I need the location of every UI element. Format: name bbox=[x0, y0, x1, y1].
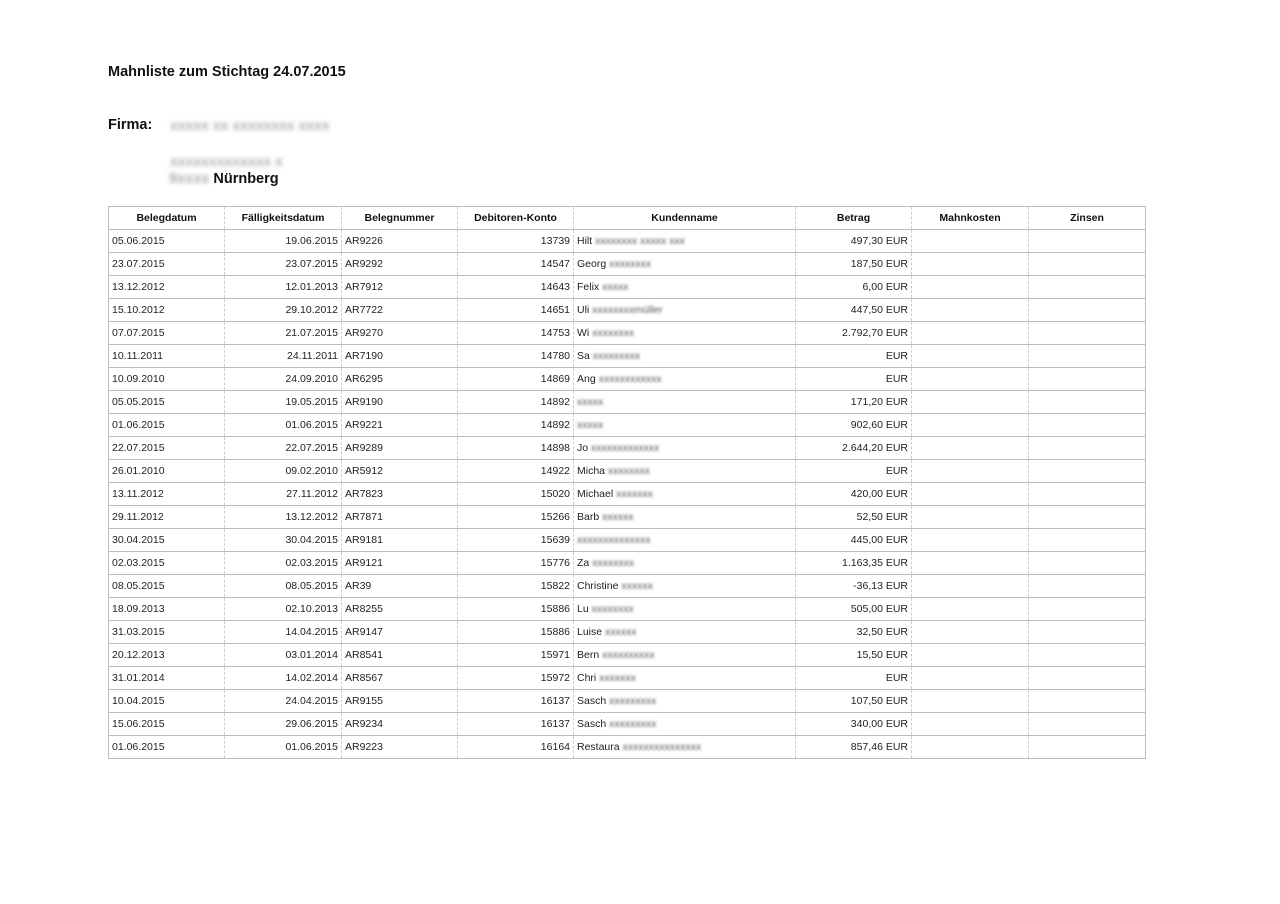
belegnummer-cell: AR8255 bbox=[342, 598, 458, 621]
kundenname-redacted: xxxxxxxxxxxxxxx bbox=[619, 741, 702, 753]
kundenname-cell bbox=[574, 598, 796, 621]
belegnummer-cell: AR7912 bbox=[342, 276, 458, 299]
debitoren-konto-cell: 14651 bbox=[458, 299, 574, 322]
zinsen-cell bbox=[1029, 391, 1146, 414]
col-betrag-header: Betrag bbox=[796, 207, 912, 230]
zinsen-cell bbox=[1029, 483, 1146, 506]
faelligkeitsdatum-cell: 21.07.2015 bbox=[225, 322, 342, 345]
betrag-cell: 171,20 EUR bbox=[796, 391, 912, 414]
zinsen-cell bbox=[1029, 368, 1146, 391]
kundenname-visible: Ang bbox=[577, 373, 596, 385]
kundenname-cell bbox=[574, 552, 796, 575]
table-row bbox=[109, 437, 1146, 460]
zinsen-cell bbox=[1029, 299, 1146, 322]
belegdatum-cell: 10.09.2010 bbox=[109, 368, 225, 391]
belegdatum-cell: 22.07.2015 bbox=[109, 437, 225, 460]
kundenname-cell bbox=[574, 368, 796, 391]
faelligkeitsdatum-cell: 08.05.2015 bbox=[225, 575, 342, 598]
belegnummer-cell: AR9147 bbox=[342, 621, 458, 644]
kundenname-visible: Felix bbox=[577, 281, 600, 293]
belegdatum-cell: 07.07.2015 bbox=[109, 322, 225, 345]
mahnkosten-cell bbox=[912, 575, 1029, 598]
belegdatum-cell: 15.10.2012 bbox=[109, 299, 225, 322]
belegnummer-cell: AR9289 bbox=[342, 437, 458, 460]
kundenname-redacted: xxxxxxxxmüller bbox=[589, 304, 663, 316]
betrag-cell: 445,00 EUR bbox=[796, 529, 912, 552]
kundenname-visible: Luise bbox=[577, 626, 603, 638]
kundenname-visible: Sasch bbox=[577, 718, 607, 730]
zinsen-cell bbox=[1029, 529, 1146, 552]
mahnkosten-cell bbox=[912, 391, 1029, 414]
debitoren-konto-cell: 15266 bbox=[458, 506, 574, 529]
table-row bbox=[109, 322, 1146, 345]
belegnummer-cell: AR9221 bbox=[342, 414, 458, 437]
belegdatum-cell: 13.11.2012 bbox=[109, 483, 225, 506]
faelligkeitsdatum-cell: 02.03.2015 bbox=[225, 552, 342, 575]
betrag-cell: 902,60 EUR bbox=[796, 414, 912, 437]
faelligkeitsdatum-cell: 03.01.2014 bbox=[225, 644, 342, 667]
debitoren-konto-cell: 13739 bbox=[458, 230, 574, 253]
kundenname-redacted: xxxxxxxxx bbox=[606, 718, 657, 730]
betrag-cell: 447,50 EUR bbox=[796, 299, 912, 322]
kundenname-cell bbox=[574, 322, 796, 345]
belegnummer-cell: AR9234 bbox=[342, 713, 458, 736]
kundenname-cell bbox=[574, 575, 796, 598]
debitoren-konto-cell: 14547 bbox=[458, 253, 574, 276]
betrag-cell: 2.644,20 EUR bbox=[796, 437, 912, 460]
faelligkeitsdatum-cell: 13.12.2012 bbox=[225, 506, 342, 529]
faelligkeitsdatum-cell: 01.06.2015 bbox=[225, 414, 342, 437]
belegdatum-cell: 05.06.2015 bbox=[109, 230, 225, 253]
table-row bbox=[109, 460, 1146, 483]
kundenname-visible: Uli bbox=[577, 304, 590, 316]
kundenname-cell bbox=[574, 299, 796, 322]
betrag-cell: 340,00 EUR bbox=[796, 713, 912, 736]
kundenname-redacted: xxxxxxxx bbox=[589, 327, 635, 339]
table-row bbox=[109, 529, 1146, 552]
faelligkeitsdatum-cell: 14.02.2014 bbox=[225, 667, 342, 690]
table-row bbox=[109, 253, 1146, 276]
mahnkosten-cell bbox=[912, 667, 1029, 690]
mahnkosten-cell bbox=[912, 552, 1029, 575]
table-row bbox=[109, 391, 1146, 414]
kundenname-visible: Michael bbox=[577, 488, 614, 500]
debitoren-konto-cell: 14922 bbox=[458, 460, 574, 483]
kundenname-cell bbox=[574, 713, 796, 736]
address-city-line bbox=[169, 171, 279, 187]
betrag-cell: 15,50 EUR bbox=[796, 644, 912, 667]
betrag-cell: EUR bbox=[796, 460, 912, 483]
betrag-cell: 32,50 EUR bbox=[796, 621, 912, 644]
debitoren-konto-cell: 14643 bbox=[458, 276, 574, 299]
belegdatum-cell: 23.07.2015 bbox=[109, 253, 225, 276]
table-row bbox=[109, 575, 1146, 598]
mahnkosten-cell bbox=[912, 621, 1029, 644]
belegdatum-cell: 30.04.2015 bbox=[109, 529, 225, 552]
kundenname-visible: Georg bbox=[577, 258, 607, 270]
kundenname-cell bbox=[574, 483, 796, 506]
kundenname-cell bbox=[574, 391, 796, 414]
betrag-cell: 1.163,35 EUR bbox=[796, 552, 912, 575]
address-city: Nürnberg bbox=[213, 171, 279, 187]
belegdatum-cell: 31.03.2015 bbox=[109, 621, 225, 644]
belegdatum-cell: 20.12.2013 bbox=[109, 644, 225, 667]
betrag-cell: -36,13 EUR bbox=[796, 575, 912, 598]
kundenname-redacted: xxxxxxxx bbox=[606, 258, 652, 270]
kundenname-visible: Chri bbox=[577, 672, 597, 684]
table-row bbox=[109, 552, 1146, 575]
mahnkosten-cell bbox=[912, 253, 1029, 276]
debitoren-konto-cell: 16164 bbox=[458, 736, 574, 759]
kundenname-redacted: xxxxxxxx bbox=[589, 557, 635, 569]
belegnummer-cell: AR7871 bbox=[342, 506, 458, 529]
kundenname-redacted: xxxxxxxxxxxx bbox=[595, 373, 662, 385]
zinsen-cell bbox=[1029, 276, 1146, 299]
kundenname-visible: Hilt bbox=[577, 235, 593, 247]
mahnkosten-cell bbox=[912, 299, 1029, 322]
faelligkeitsdatum-cell: 27.11.2012 bbox=[225, 483, 342, 506]
debitoren-konto-cell: 14780 bbox=[458, 345, 574, 368]
faelligkeitsdatum-cell: 29.06.2015 bbox=[225, 713, 342, 736]
table-row bbox=[109, 345, 1146, 368]
zinsen-cell bbox=[1029, 621, 1146, 644]
mahnkosten-cell bbox=[912, 483, 1029, 506]
debitoren-konto-cell: 16137 bbox=[458, 713, 574, 736]
mahnkosten-cell bbox=[912, 506, 1029, 529]
table-row bbox=[109, 506, 1146, 529]
betrag-cell: 6,00 EUR bbox=[796, 276, 912, 299]
table-row bbox=[109, 736, 1146, 759]
mahnkosten-cell bbox=[912, 460, 1029, 483]
kundenname-visible: Sasch bbox=[577, 695, 607, 707]
zinsen-cell bbox=[1029, 460, 1146, 483]
col-kundenname-header: Kundenname bbox=[574, 207, 796, 230]
belegdatum-cell: 26.01.2010 bbox=[109, 460, 225, 483]
debitoren-konto-cell: 15020 bbox=[458, 483, 574, 506]
kundenname-cell bbox=[574, 736, 796, 759]
table-header-row bbox=[109, 207, 1146, 230]
betrag-cell: 497,30 EUR bbox=[796, 230, 912, 253]
kundenname-redacted: xxxxxxxxxx bbox=[599, 649, 655, 661]
faelligkeitsdatum-cell: 30.04.2015 bbox=[225, 529, 342, 552]
debitoren-konto-cell: 14898 bbox=[458, 437, 574, 460]
belegnummer-cell: AR9223 bbox=[342, 736, 458, 759]
kundenname-visible: Micha bbox=[577, 465, 606, 477]
faelligkeitsdatum-cell: 29.10.2012 bbox=[225, 299, 342, 322]
belegnummer-cell: AR39 bbox=[342, 575, 458, 598]
debitoren-konto-cell: 14753 bbox=[458, 322, 574, 345]
kundenname-redacted: xxxxxxx bbox=[613, 488, 653, 500]
kundenname-visible: Wi bbox=[577, 327, 590, 339]
kundenname-visible: Restaura bbox=[577, 741, 620, 753]
belegdatum-cell: 01.06.2015 bbox=[109, 736, 225, 759]
zinsen-cell bbox=[1029, 713, 1146, 736]
table-row bbox=[109, 667, 1146, 690]
zinsen-cell bbox=[1029, 230, 1146, 253]
belegdatum-cell: 10.04.2015 bbox=[109, 690, 225, 713]
mahnkosten-cell bbox=[912, 598, 1029, 621]
debitoren-konto-cell: 15639 bbox=[458, 529, 574, 552]
zinsen-cell bbox=[1029, 414, 1146, 437]
belegdatum-cell: 13.12.2012 bbox=[109, 276, 225, 299]
page-title: Mahnliste zum Stichtag 24.07.2015 bbox=[108, 64, 346, 80]
betrag-cell: 107,50 EUR bbox=[796, 690, 912, 713]
kundenname-redacted: xxxxxx bbox=[618, 580, 653, 592]
belegnummer-cell: AR7823 bbox=[342, 483, 458, 506]
kundenname-redacted: xxxxx bbox=[599, 281, 629, 293]
faelligkeitsdatum-cell: 24.11.2011 bbox=[225, 345, 342, 368]
zinsen-cell bbox=[1029, 437, 1146, 460]
table-row bbox=[109, 621, 1146, 644]
kundenname-visible: Jo bbox=[577, 442, 589, 454]
mahnkosten-cell bbox=[912, 414, 1029, 437]
belegnummer-cell: AR8541 bbox=[342, 644, 458, 667]
zinsen-cell bbox=[1029, 253, 1146, 276]
debitoren-konto-cell: 15776 bbox=[458, 552, 574, 575]
kundenname-visible: Za bbox=[577, 557, 590, 569]
belegnummer-cell: AR5912 bbox=[342, 460, 458, 483]
kundenname-cell bbox=[574, 667, 796, 690]
belegnummer-cell: AR9226 bbox=[342, 230, 458, 253]
debitoren-konto-cell: 15822 bbox=[458, 575, 574, 598]
kundenname-cell bbox=[574, 230, 796, 253]
kundenname-redacted: xxxxxxxxxxxxx bbox=[588, 442, 660, 454]
kundenname-cell bbox=[574, 690, 796, 713]
kundenname-redacted: xxxxxx bbox=[599, 511, 634, 523]
belegdatum-cell: 05.05.2015 bbox=[109, 391, 225, 414]
kundenname-redacted: xxxxxxxx bbox=[605, 465, 650, 477]
col-belegdatum-header: Belegdatum bbox=[109, 207, 225, 230]
firma-label: Firma: bbox=[108, 117, 153, 133]
belegdatum-cell: 15.06.2015 bbox=[109, 713, 225, 736]
faelligkeitsdatum-cell: 12.01.2013 bbox=[225, 276, 342, 299]
belegdatum-cell: 10.11.2011 bbox=[109, 345, 225, 368]
belegdatum-cell: 08.05.2015 bbox=[109, 575, 225, 598]
betrag-cell: 420,00 EUR bbox=[796, 483, 912, 506]
mahnkosten-cell bbox=[912, 230, 1029, 253]
belegnummer-cell: AR9121 bbox=[342, 552, 458, 575]
zinsen-cell bbox=[1029, 322, 1146, 345]
betrag-cell: 505,00 EUR bbox=[796, 598, 912, 621]
belegnummer-cell: AR9181 bbox=[342, 529, 458, 552]
mahnkosten-cell bbox=[912, 368, 1029, 391]
mahnkosten-cell bbox=[912, 322, 1029, 345]
mahnkosten-cell bbox=[912, 437, 1029, 460]
table-row bbox=[109, 598, 1146, 621]
table-row bbox=[109, 230, 1146, 253]
zinsen-cell bbox=[1029, 644, 1146, 667]
kundenname-redacted: xxxxxxxx bbox=[588, 603, 634, 615]
mahnkosten-cell bbox=[912, 529, 1029, 552]
kundenname-redacted: xxxxxxxxx bbox=[606, 695, 657, 707]
kundenname-cell bbox=[574, 529, 796, 552]
debitoren-konto-cell: 15886 bbox=[458, 621, 574, 644]
table-row bbox=[109, 368, 1146, 391]
zinsen-cell bbox=[1029, 598, 1146, 621]
belegnummer-cell: AR7190 bbox=[342, 345, 458, 368]
debitoren-konto-cell: 15886 bbox=[458, 598, 574, 621]
kundenname-visible: Bern bbox=[577, 649, 600, 661]
belegnummer-cell: AR6295 bbox=[342, 368, 458, 391]
faelligkeitsdatum-cell: 23.07.2015 bbox=[225, 253, 342, 276]
kundenname-cell bbox=[574, 253, 796, 276]
mahnkosten-cell bbox=[912, 345, 1029, 368]
kundenname-cell bbox=[574, 414, 796, 437]
faelligkeitsdatum-cell: 19.06.2015 bbox=[225, 230, 342, 253]
debitoren-konto-cell: 16137 bbox=[458, 690, 574, 713]
kundenname-visible: Barb bbox=[577, 511, 600, 523]
kundenname-cell bbox=[574, 345, 796, 368]
belegnummer-cell: AR7722 bbox=[342, 299, 458, 322]
belegdatum-cell: 18.09.2013 bbox=[109, 598, 225, 621]
zinsen-cell bbox=[1029, 345, 1146, 368]
zinsen-cell bbox=[1029, 667, 1146, 690]
mahnkosten-cell bbox=[912, 276, 1029, 299]
kundenname-visible: Lu bbox=[577, 603, 589, 615]
betrag-cell: 187,50 EUR bbox=[796, 253, 912, 276]
address-street-redacted: xxxxxxxxxxxxx x bbox=[170, 153, 283, 169]
kundenname-visible: Sa bbox=[577, 350, 590, 362]
kundenname-cell bbox=[574, 460, 796, 483]
kundenname-cell bbox=[574, 644, 796, 667]
address-zip: 9xxxx bbox=[169, 171, 210, 187]
zinsen-cell bbox=[1029, 736, 1146, 759]
kundenname-redacted: xxxxxxxxx bbox=[589, 350, 641, 362]
belegnummer-cell: AR9155 bbox=[342, 690, 458, 713]
col-faelligkeitsdatum-header: Fälligkeitsdatum bbox=[225, 207, 342, 230]
table-row bbox=[109, 713, 1146, 736]
faelligkeitsdatum-cell: 24.09.2010 bbox=[225, 368, 342, 391]
debitoren-konto-cell: 15972 bbox=[458, 667, 574, 690]
betrag-cell: EUR bbox=[796, 345, 912, 368]
faelligkeitsdatum-cell: 22.07.2015 bbox=[225, 437, 342, 460]
zinsen-cell bbox=[1029, 506, 1146, 529]
debitoren-konto-cell: 14892 bbox=[458, 414, 574, 437]
zinsen-cell bbox=[1029, 690, 1146, 713]
debitoren-konto-cell: 14869 bbox=[458, 368, 574, 391]
mahnkosten-cell bbox=[912, 644, 1029, 667]
dunning-table bbox=[108, 206, 1146, 759]
table-row bbox=[109, 414, 1146, 437]
faelligkeitsdatum-cell: 09.02.2010 bbox=[225, 460, 342, 483]
debitoren-konto-cell: 15971 bbox=[458, 644, 574, 667]
firma-name-redacted: xxxxx xx xxxxxxxx xxxx bbox=[170, 117, 330, 133]
kundenname-redacted: xxxxx bbox=[577, 419, 604, 431]
col-zinsen-header: Zinsen bbox=[1029, 207, 1146, 230]
mahnkosten-cell bbox=[912, 713, 1029, 736]
kundenname-redacted: xxxxxxxx xxxxx xxx bbox=[592, 235, 685, 247]
belegdatum-cell: 31.01.2014 bbox=[109, 667, 225, 690]
faelligkeitsdatum-cell: 24.04.2015 bbox=[225, 690, 342, 713]
kundenname-cell bbox=[574, 276, 796, 299]
table-row bbox=[109, 276, 1146, 299]
kundenname-cell bbox=[574, 621, 796, 644]
table-row bbox=[109, 644, 1146, 667]
betrag-cell: EUR bbox=[796, 368, 912, 391]
zinsen-cell bbox=[1029, 575, 1146, 598]
betrag-cell: 2.792,70 EUR bbox=[796, 322, 912, 345]
belegdatum-cell: 01.06.2015 bbox=[109, 414, 225, 437]
betrag-cell: 52,50 EUR bbox=[796, 506, 912, 529]
betrag-cell: 857,46 EUR bbox=[796, 736, 912, 759]
kundenname-redacted: xxxxxx bbox=[602, 626, 637, 638]
betrag-cell: EUR bbox=[796, 667, 912, 690]
zinsen-cell bbox=[1029, 552, 1146, 575]
table-body bbox=[109, 230, 1146, 759]
table-row bbox=[109, 299, 1146, 322]
belegnummer-cell: AR9190 bbox=[342, 391, 458, 414]
belegnummer-cell: AR9292 bbox=[342, 253, 458, 276]
mahnkosten-cell bbox=[912, 736, 1029, 759]
debitoren-konto-cell: 14892 bbox=[458, 391, 574, 414]
table-row bbox=[109, 690, 1146, 713]
kundenname-redacted: xxxxxxxxxxxxxx bbox=[577, 534, 651, 546]
mahnkosten-cell bbox=[912, 690, 1029, 713]
col-debitoren-konto-header: Debitoren-Konto bbox=[458, 207, 574, 230]
kundenname-redacted: xxxxxxx bbox=[596, 672, 636, 684]
kundenname-cell bbox=[574, 506, 796, 529]
col-mahnkosten-header: Mahnkosten bbox=[912, 207, 1029, 230]
belegnummer-cell: AR9270 bbox=[342, 322, 458, 345]
col-belegnummer-header: Belegnummer bbox=[342, 207, 458, 230]
kundenname-visible: Christine bbox=[577, 580, 619, 592]
kundenname-redacted: xxxxx bbox=[577, 396, 604, 408]
faelligkeitsdatum-cell: 02.10.2013 bbox=[225, 598, 342, 621]
faelligkeitsdatum-cell: 19.05.2015 bbox=[225, 391, 342, 414]
kundenname-cell bbox=[574, 437, 796, 460]
faelligkeitsdatum-cell: 14.04.2015 bbox=[225, 621, 342, 644]
faelligkeitsdatum-cell: 01.06.2015 bbox=[225, 736, 342, 759]
belegnummer-cell: AR8567 bbox=[342, 667, 458, 690]
belegdatum-cell: 29.11.2012 bbox=[109, 506, 225, 529]
table-row bbox=[109, 483, 1146, 506]
belegdatum-cell: 02.03.2015 bbox=[109, 552, 225, 575]
